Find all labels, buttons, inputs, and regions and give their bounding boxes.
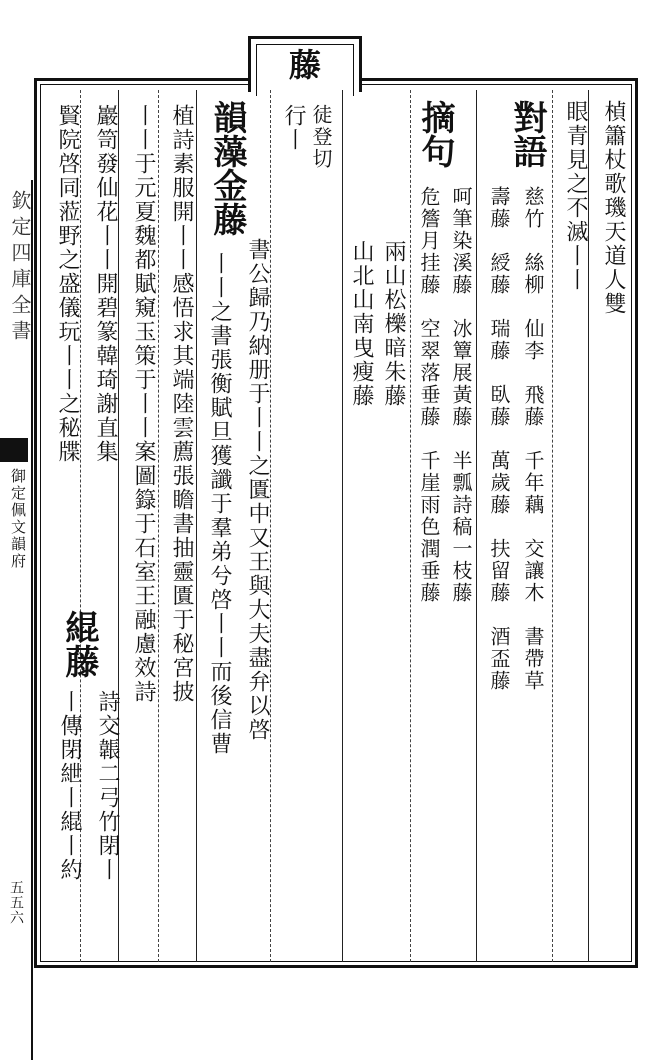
column-rule [342,90,343,962]
text-column: 丨丨于元夏魏都賦窺玉策于丨丨案圖籙于石室王融慮效詩 [131,104,156,704]
section-column [207,100,247,236]
text-column: 呵筆染溪藤 冰簟展黃藤 半瓢詩稿一枝藤 [449,186,473,604]
head-word: 藤 [284,48,322,80]
column-rule [552,90,553,962]
fish-tail-mark [0,438,28,462]
text-column: 眼青見之不滅丨丨 [563,100,588,292]
text-column: 詩交韔二弓竹閉丨 [95,690,120,882]
section-heading: 緄藤 [59,610,99,678]
column-rule [158,90,159,962]
text-column: 丨丨之書張衡賦旦獲讖于羣弟兮啓丨丨而後信曹 [207,252,232,756]
column-rule [476,90,477,962]
column-rule [196,90,197,962]
reading-note: 徒登切 [309,104,333,170]
text-column: 壽藤 綬藤 瑞藤 臥藤 萬歲藤 扶留藤 酒盃藤 [487,186,511,692]
section-column [507,100,547,168]
section-heading: 對語 [507,100,547,168]
text-column: 楨簫杖歌璣天道人雙 [601,100,626,316]
text-column: 行丨 [281,104,306,152]
text-column: 危簷月挂藤 空翠落垂藤 千崖雨色潤垂藤 [417,186,441,604]
text-column: 書公歸乃納册于丨丨之匱中又王與大夫盡弁以啓 [245,238,270,742]
text-column: 巖笥發仙花丨丨開碧篆韓琦謝直集 [93,104,118,464]
section-column [415,100,455,168]
page-margin [0,90,34,970]
text-column: 兩山松櫟暗朱藤 [381,240,406,408]
section-heading: 韻藻金藤 [207,100,247,236]
text-column: 丨傳閉紲丨緄丨約 [57,690,82,882]
section-heading: 摘句 [415,100,455,168]
margin-book-title: 御定佩文韻府 [9,468,27,570]
column-rule [410,90,411,962]
text-column: 植詩素服開丨丨感悟求其端陸雲薦張瞻書抽靈匱于秘宮披 [169,104,194,704]
margin-page-number: 五五六 [8,880,24,925]
text-column: 賢院啓同蒞野之盛儀玩丨丨之秘牒 [55,104,80,464]
text-column: 慈竹 絲柳 仙李 飛藤 千年藕 交讓木 書帶草 [521,186,545,692]
margin-series-title: 欽定四庫全書 [8,190,32,346]
text-column: 山北山南曳瘦藤 [349,240,374,408]
section-column [59,610,99,678]
